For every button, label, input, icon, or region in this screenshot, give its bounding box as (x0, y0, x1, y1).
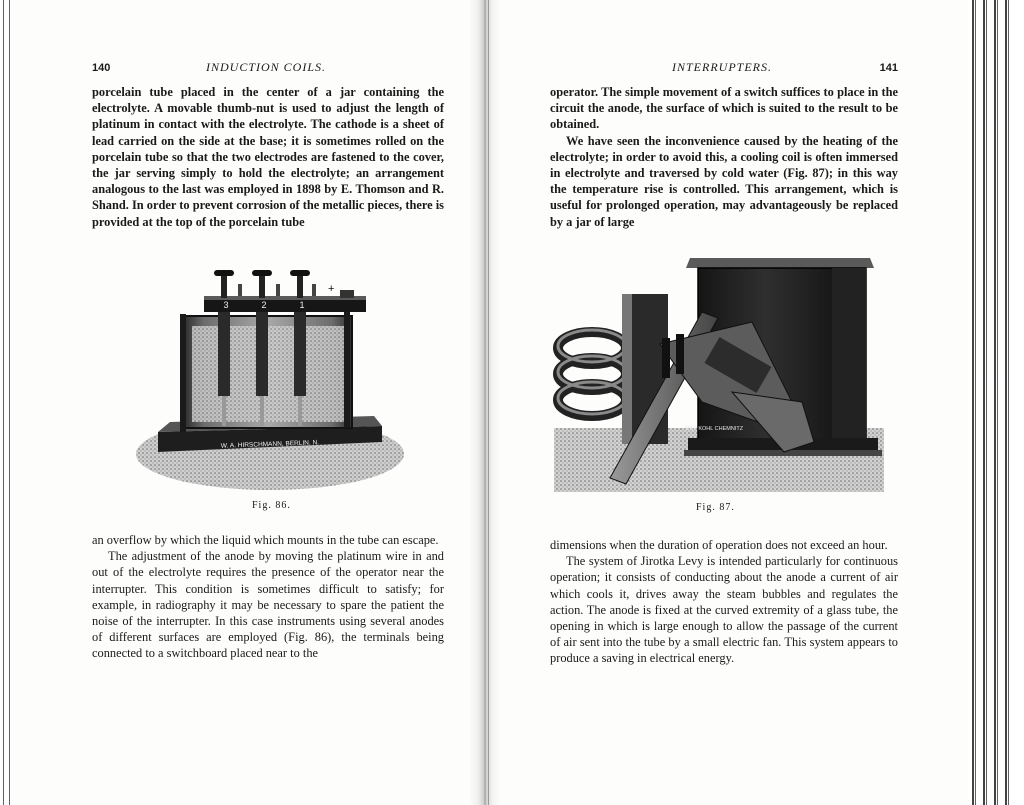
left-bottom-text (92, 532, 444, 662)
right-running-head (550, 60, 898, 78)
right-bottom-paragraph-1: dimensions when the duration of operation does not exceed an hour. (550, 538, 888, 552)
right-page-stack-edge (968, 0, 1012, 805)
right-top-text (550, 84, 898, 230)
terminal-label-3: 3 (223, 300, 229, 310)
left-top-paragraph: porcelain tube placed in the center of a jar containing the electrolyte. A movable thumb-nut is used to adjust the length of platinum in contact with the electrolyte. The cathode is a sheet of lead carried on the side at the base; it is sometimes rolled on the porcelain tube so that the two electrodes are fastened to the cover, the jar serving simply to hold the electrolyte; an arrangement analogous to the last was employed in 1898 by E. Thomson and R. Shand. In order to prevent corrosion of the metallic pieces, there is provided at the top of the porcelain tube (92, 85, 444, 229)
left-page-edge (0, 0, 12, 805)
right-bottom-text (550, 537, 898, 667)
left-page-number: 140 (92, 62, 111, 74)
figure-87-maker-label: MAX KOHL CHEMNITZ (684, 426, 744, 432)
right-running-title: INTERRUPTERS. (672, 60, 772, 74)
figure-86-illustration (134, 256, 406, 494)
interrupter-jar-drawing (134, 256, 406, 494)
gutter-fold-line (488, 0, 489, 805)
right-top-paragraph-1: operator. The simple movement of a switch suffices to place in the circuit the anode, the surface of which is suited to the result to be obtained. (550, 85, 898, 132)
terminal-label-plus: + (328, 283, 335, 295)
left-top-text (92, 84, 444, 230)
figure-87-illustration (552, 252, 886, 496)
figure-86-caption: Fig. 86. (252, 500, 291, 511)
figure-86-maker-label: W. A. HIRSCHMANN, BERLIN. N. (220, 439, 320, 450)
figure-87-caption: Fig. 87. (696, 502, 735, 513)
right-bottom-paragraph-2: The system of Jirotka Levy is intended particularly for continuous operation; it consists of conducting about the anode a current of air which cools it, drives away the steam bubbles and regulates the action. The anode is fixed at the curved extremity of a glass tube, the opening in which is large enough to allow the passage of the current of air sent into the tube by a small electric fan. This system appears to produce a saving in electrical energy. (550, 554, 898, 666)
terminal-label-2: 2 (261, 300, 267, 310)
right-page-number: 141 (879, 62, 898, 74)
book-gutter (468, 0, 502, 805)
left-running-title: INDUCTION COILS. (206, 60, 327, 74)
right-margin (1012, 0, 1024, 805)
left-bottom-paragraph-1: an overflow by which the liquid which mounts in the tube can escape. (92, 533, 439, 547)
right-top-paragraph-2: We have seen the inconvenience caused by the heating of the electrolyte; in order to avoid this, a cooling coil is often immersed in electrolyte and traversed by cold water (Fig. 87); in this way the temperature rise is controlled. This arrangement, which is useful for prolonged operation, may advantageously be replaced by a jar of large (550, 133, 898, 229)
cooling-coil-drawing (552, 252, 886, 496)
left-running-head (92, 60, 444, 78)
left-bottom-paragraph-2: The adjustment of the anode by moving the platinum wire in and out of the electrolyte requires the presence of the operator near the interrupter. This condition is sometimes difficult to satisfy; for example, in radiography it may be necessary to spare the patient the noise of the interrupter. In this case instruments using several anodes of different surfaces are employed (Fig. 86), the terminals being connected to a switchboard placed near to the (92, 549, 444, 661)
terminal-label-1: 1 (299, 300, 305, 310)
